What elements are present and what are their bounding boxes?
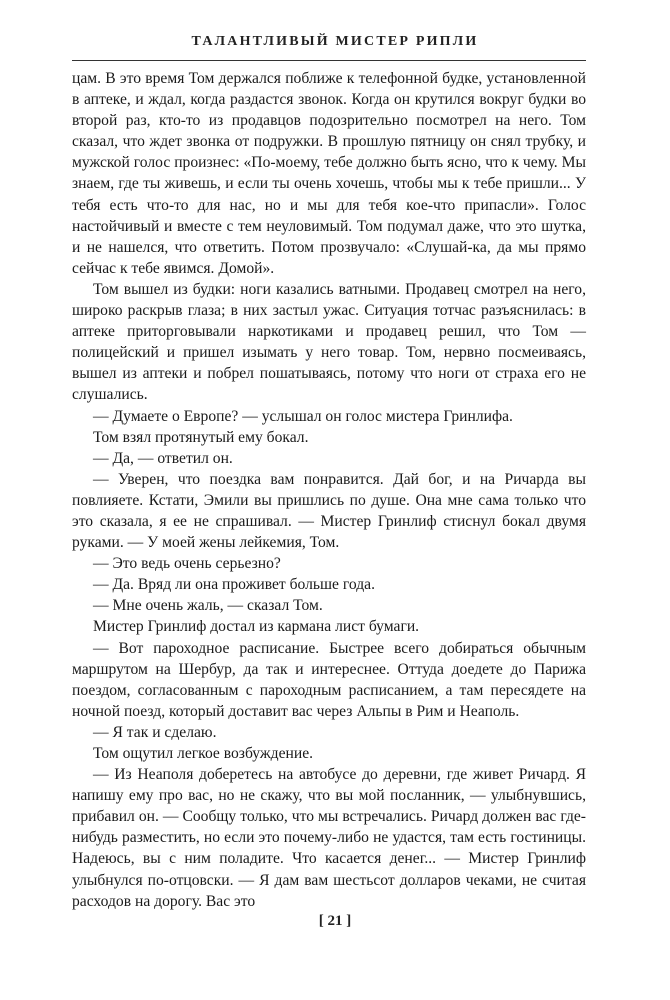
paragraph: — Я так и сделаю. <box>93 723 217 741</box>
paragraph: цам. В это время Том держался поближе к телефонной будке, установленной в аптеке, и ждал, когда раздастся звонок. Когда он крутился вокруг будки во второй раз, кто-то из продавцов подозрительно посмотрел на него. Том сказал, что ждет звонка от подружки. В прошлую пятницу он снял трубку, и мужской голос произнес: «По-моему, тебе должно быть ясно, что к чему. Мы знаем, где ты живешь, и если ты очень хочешь, чтобы мы к тебе пришли... У тебя есть что-то для нас, но и мы для тебя кое-что припасли». Голос настойчивый и вместе с тем неуловимый. Том подумал даже, что это шутка, и не нашелся, что ответить. Потом прозвучало: «Слушай-ка, да мы прямо сейчас к тебе явимся. Домой». <box>72 70 586 277</box>
running-title: ТАЛАНТЛИВЫЙ МИСТЕР РИПЛИ <box>191 34 479 49</box>
paragraph: — Уверен, что поездка вам понравится. Дай бог, и на Ричарда вы повлияете. Кстати, Эмили вы пришлись по душе. Она мне сама только что это сказала, я ее не спрашивал. — Мистер Гринлиф стиснул бокал двумя руками. — У моей жены лейкемия, Том. <box>72 470 586 552</box>
paragraph: — Вот пароходное расписание. Быстрее всего добираться обычным маршрутом на Шербур, да так и интереснее. Оттуда доедете до Парижа поездом, согласованным с пароходным расписанием, а там пересядете на ночной поезд, который доставит вас через Альпы в Рим и Неаполь. <box>72 639 586 720</box>
paragraph: — Думаете о Европе? — услышал он голос мистера Гринлифа. <box>93 407 513 425</box>
paragraph: — Из Неаполя доберетесь на автобусе до деревни, где живет Ричард. Я напишу ему про вас, но не скажу, что вы мой посланник, — улыбнувшись, прибавил он. — Сообщу только, что мы встречались. Ричард должен вас где-нибудь разместить, но если это почему-либо не удастся, там есть гостиницы. Надеюсь, вы с ним поладите. Что касается денег... — Мистер Гринлиф улыбнулся по-отцовски. — Я дам вам шестьсот долларов чеками, не считая расходов на дорогу. Вас это <box>72 766 586 910</box>
body-text <box>72 68 586 912</box>
page-number: [ 21 ] <box>318 913 352 929</box>
paragraph: — Да. Вряд ли она проживет больше года. <box>93 576 375 594</box>
paragraph: Мистер Гринлиф достал из кармана лист бумаги. <box>93 618 420 636</box>
paragraph: — Да, — ответил он. <box>93 449 233 467</box>
paragraph: Том вышел из будки: ноги казались ватными. Продавец смотрел на него, широко раскрыв глаза; в них застыл ужас. Ситуация тотчас разъяснилась: в аптеке приторговывали наркотиками и продавец решил, что Том — полицейский и пришел изымать у него товар. Том, нервно посмеиваясь, вышел из аптеки и побрел пошатываясь, потому что ноги от страха его не слушались. <box>72 280 586 404</box>
header-rule <box>72 60 586 61</box>
paragraph: — Это ведь очень серьезно? <box>93 555 281 573</box>
paragraph: — Мне очень жаль, — сказал Том. <box>93 597 323 615</box>
paragraph: Том ощутил легкое возбуждение. <box>93 745 314 762</box>
paragraph: Том взял протянутый ему бокал. <box>93 428 309 446</box>
